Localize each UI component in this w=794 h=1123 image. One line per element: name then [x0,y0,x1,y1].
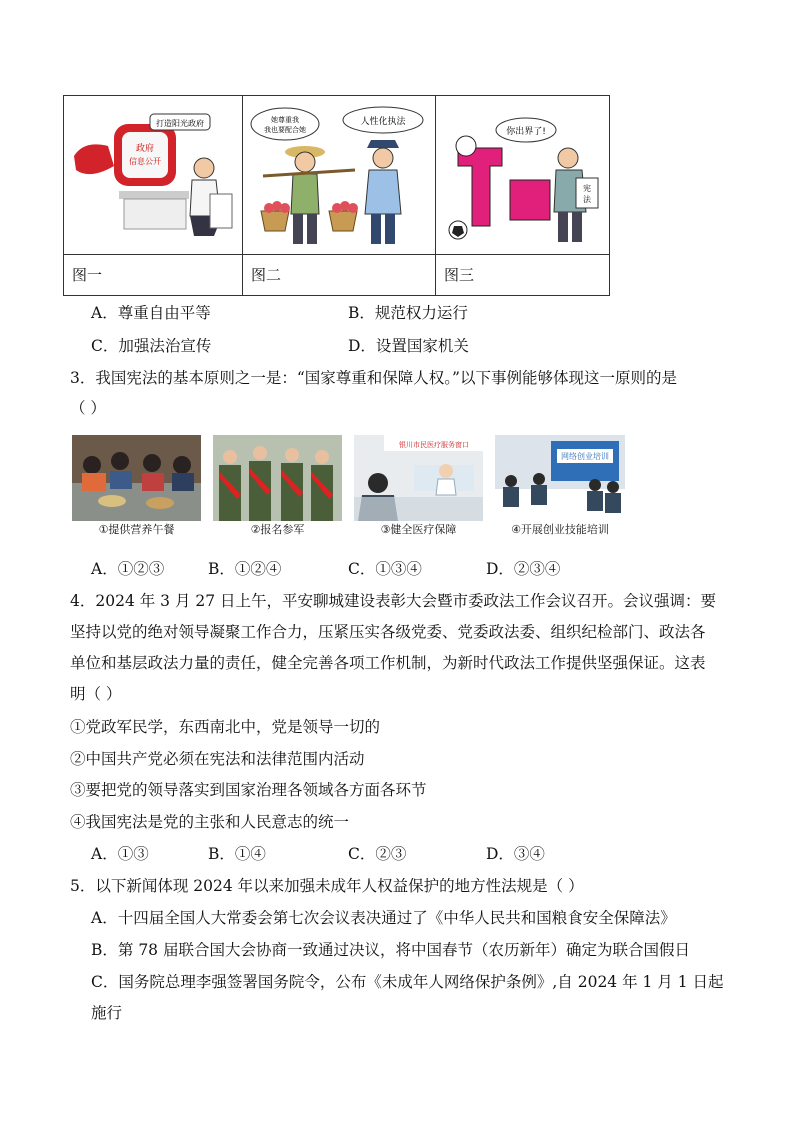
svg-text:你出界了!: 你出界了! [506,127,546,137]
q3-option-d: D．②③④ [486,560,561,578]
figure-1-caption: 图一 [64,255,243,295]
svg-text:法: 法 [583,195,591,204]
figure-2-cartoon [243,96,436,254]
q4-statement-2: ②中国共产党必须在宪法和法律范围内活动 [70,750,365,768]
q4-option-b: B．①④ [208,845,266,863]
figure-1-cartoon [64,96,243,254]
q3-photo-1-caption: ①提供营养午餐 [98,523,175,536]
q3-photo-1 [72,435,201,521]
q4-stem-line2: 坚持以党的绝对领导凝聚工作合力，压紧压实各级党委、党委政法委、组织纪检部门、政法各 [70,623,706,641]
q4-stem-line4: 明（ ） [70,685,122,703]
figure-3-caption: 图三 [444,266,475,284]
q5-option-c-line1: C．国务院总理李强签署国务院令，公布《未成年人网络保护条例》,自 2024 年 1 月 1 日起 [91,973,724,991]
figure-2-caption: 图二 [243,255,436,295]
figure-table [63,95,610,296]
svg-text:宪: 宪 [583,184,591,193]
q3-option-a: A．①②③ [91,560,165,578]
q3-photo-2-caption: ②报名参军 [250,523,305,536]
q4-statement-1: ①党政军民学，东西南北中，党是领导一切的 [70,718,381,736]
q4-stem-line3: 单位和基层政法力量的责任，健全完善各项工作机制，为新时代政法工作提供坚强保证。这表 [70,654,706,672]
q3-photo-4-caption: ④开展创业技能培训 [511,523,609,536]
fig1-body-text-1: 政府 [135,144,155,154]
q5-option-a: A．十四届全国人大常委会第七次会议表决通过了《中华人民共和国粮食安全保障法》 [91,909,676,927]
q2-option-d: D．设置国家机关 [348,337,469,355]
svg-text:银川市民医疗服务窗口: 银川市民医疗服务窗口 [399,441,469,449]
q3-stem-line2: （ ） [70,399,106,417]
q4-option-a: A．①③ [91,845,149,863]
fig1-bubble: 打造阳光政府 [156,119,204,128]
svg-text:人性化执法: 人性化执法 [360,117,406,127]
q3-option-b: B．①②④ [208,560,282,578]
q4-stem-line1: 4．2024 年 3 月 27 日上午，平安聊城建设表彰大会暨市委政法工作会议召开。会议强调：要 [70,592,717,610]
q5-stem: 5．以下新闻体现 2024 年以来加强未成年人权益保护的地方性法规是（ ） [70,877,584,895]
q2-option-a: A．尊重自由平等 [91,304,211,322]
svg-text:网络创业培训: 网络创业培训 [561,452,609,461]
q2-option-c: C．加强法治宣传 [91,337,212,355]
svg-text:信息公开: 信息公开 [129,157,161,166]
q3-stem-line1: 3．我国宪法的基本原则之一是：“国家尊重和保障人权。”以下事例能够体现这一原则的是 [70,369,677,387]
svg-text:她尊重我: 她尊重我 [271,116,299,124]
q5-option-c-line2: 施行 [91,1004,123,1022]
q2-option-b: B．规范权力运行 [348,304,468,322]
q3-photo-2 [213,435,342,521]
q4-statement-4: ④我国宪法是党的主张和人民意志的统一 [70,813,350,831]
q3-photo-3 [354,435,483,521]
q3-photo-3-caption: ③健全医疗保障 [380,523,457,536]
q4-option-c: C．②③ [348,845,407,863]
q3-photo-4 [495,435,625,521]
q4-statement-3: ③要把党的领导落实到国家治理各领域各方面各环节 [70,781,427,799]
q4-option-d: D．③④ [486,845,545,863]
q5-option-b: B．第 78 届联合国大会协商一致通过决议，将中国春节（农历新年）确定为联合国假日 [91,941,690,959]
q3-option-c: C．①③④ [348,560,422,578]
figure-3-cartoon [436,96,609,254]
svg-text:我也要配合她: 我也要配合她 [264,126,306,134]
